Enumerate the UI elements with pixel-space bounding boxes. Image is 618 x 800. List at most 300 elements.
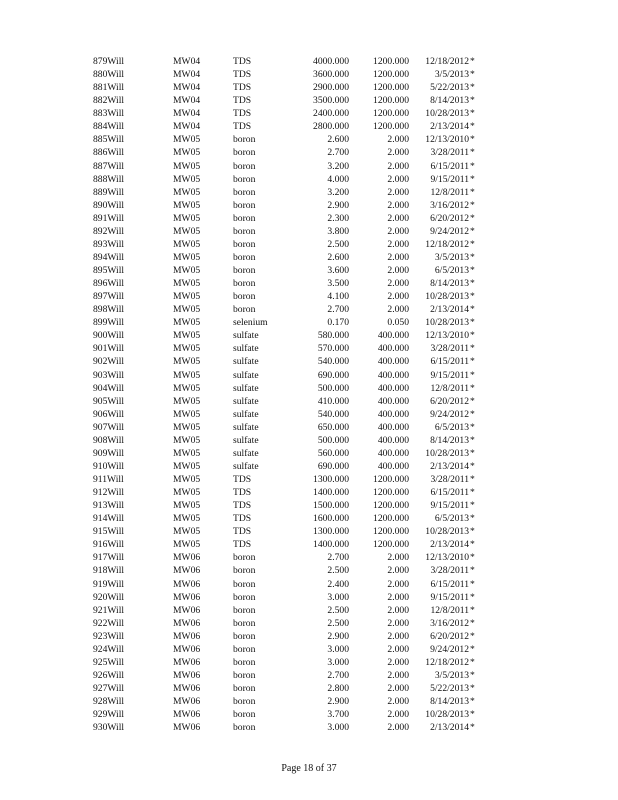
well-id: MW05: [173, 186, 201, 198]
parameter: boron: [233, 238, 256, 250]
well-id: MW04: [173, 69, 201, 81]
well-id: MW05: [173, 212, 201, 224]
standard-value: 2.000: [387, 147, 409, 159]
result-value: 2.900: [327, 199, 349, 211]
parameter: boron: [233, 304, 256, 316]
sample-date: 6/20/2012: [430, 630, 469, 642]
row-id: 928Will: [93, 696, 125, 708]
table-row: [0, 564, 618, 577]
row-id: 903Will: [93, 369, 125, 381]
result-value: 2.500: [327, 565, 349, 577]
sample-date: 3/28/2011: [430, 147, 469, 159]
table-row: [0, 682, 618, 695]
standard-value: 2.000: [387, 186, 409, 198]
row-id: 887Will: [93, 160, 125, 172]
exceedance-flag: *: [470, 265, 475, 276]
parameter: boron: [233, 656, 256, 668]
exceedance-flag: *: [470, 696, 475, 708]
parameter: boron: [233, 578, 256, 590]
result-value: 1600.000: [313, 513, 349, 525]
parameter: sulfate: [233, 421, 259, 433]
row-id: 899Will: [93, 317, 125, 329]
parameter: sulfate: [233, 369, 259, 381]
standard-value: 2.000: [387, 669, 409, 681]
row-id: 926Will: [93, 669, 125, 681]
standard-value: 2.000: [387, 578, 409, 590]
sample-date: 12/8/2011: [430, 186, 469, 198]
table-row: [0, 604, 618, 617]
well-id: MW05: [173, 500, 201, 512]
table-row: [0, 329, 618, 342]
row-id: 915Will: [93, 526, 125, 538]
sample-date: 12/8/2011: [430, 382, 469, 394]
table-row: [0, 264, 618, 277]
table-row: [0, 316, 618, 329]
exceedance-flag: *: [470, 278, 475, 290]
result-value: 2.900: [327, 630, 349, 642]
table-row: [0, 617, 618, 630]
sample-date: 9/15/2011: [430, 591, 469, 603]
parameter: sulfate: [233, 356, 259, 368]
parameter: TDS: [233, 500, 252, 512]
table-row: [0, 355, 618, 368]
result-value: 410.000: [317, 395, 349, 407]
exceedance-flag: *: [470, 591, 475, 603]
sample-date: 6/15/2011: [430, 356, 469, 368]
row-id: 910Will: [93, 460, 125, 472]
standard-value: 1200.000: [373, 56, 409, 67]
standard-value: 1200.000: [373, 526, 409, 538]
parameter: boron: [233, 173, 256, 185]
exceedance-flag: *: [470, 330, 475, 342]
exceedance-flag: *: [470, 343, 475, 355]
result-value: 500.000: [317, 434, 349, 446]
well-id: MW06: [173, 565, 201, 577]
standard-value: 2.000: [387, 291, 409, 303]
row-id: 880Will: [93, 69, 125, 81]
exceedance-flag: *: [470, 643, 475, 655]
sample-date: 9/15/2011: [430, 173, 469, 185]
exceedance-flag: *: [470, 421, 475, 433]
parameter: boron: [233, 669, 256, 681]
parameter: boron: [233, 134, 256, 146]
table-row: [0, 107, 618, 120]
standard-value: 2.000: [387, 552, 409, 564]
sample-date: 6/15/2011: [430, 578, 469, 590]
parameter: sulfate: [233, 395, 259, 407]
parameter: TDS: [233, 95, 252, 107]
table-row: [0, 408, 618, 421]
row-id: 925Will: [93, 656, 125, 668]
standard-value: 2.000: [387, 722, 409, 734]
sample-date: 10/28/2013: [425, 447, 469, 459]
standard-value: 2.000: [387, 278, 409, 290]
parameter: boron: [233, 696, 256, 708]
result-value: 3.000: [327, 656, 349, 668]
parameter: boron: [233, 552, 256, 564]
standard-value: 2.000: [387, 173, 409, 185]
sample-date: 9/24/2012: [430, 408, 469, 420]
table-row: [0, 133, 618, 146]
exceedance-flag: *: [470, 291, 475, 303]
result-value: 2.700: [327, 669, 349, 681]
table-row: [0, 551, 618, 564]
well-id: MW06: [173, 578, 201, 590]
row-id: 918Will: [93, 565, 125, 577]
well-id: MW05: [173, 421, 201, 433]
row-id: 909Will: [93, 447, 125, 459]
sample-date: 8/14/2013: [430, 278, 469, 290]
standard-value: 2.000: [387, 683, 409, 694]
table-row: [0, 238, 618, 251]
row-id: 888Will: [93, 173, 125, 185]
result-value: 1400.000: [313, 487, 349, 499]
well-id: MW05: [173, 304, 201, 316]
well-id: MW06: [173, 696, 201, 708]
result-value: 2.900: [327, 696, 349, 708]
parameter: boron: [233, 147, 256, 159]
well-id: MW06: [173, 683, 201, 694]
parameter: sulfate: [233, 330, 259, 342]
parameter: boron: [233, 225, 256, 237]
row-id: 893Will: [93, 238, 125, 250]
row-id: 930Will: [93, 722, 125, 734]
row-id: 914Will: [93, 513, 125, 525]
standard-value: 2.000: [387, 604, 409, 616]
table-row: [0, 369, 618, 382]
exceedance-flag: *: [470, 251, 475, 263]
well-id: MW05: [173, 160, 201, 172]
result-value: 3.800: [327, 225, 349, 237]
exceedance-flag: *: [470, 630, 475, 642]
standard-value: 1200.000: [373, 539, 409, 551]
sample-date: 10/28/2013: [425, 526, 469, 538]
standard-value: 1200.000: [373, 121, 409, 133]
table-row: [0, 591, 618, 604]
well-id: MW05: [173, 291, 201, 303]
standard-value: 400.000: [377, 434, 409, 446]
row-id: 920Will: [93, 591, 125, 603]
row-id: 894Will: [93, 251, 125, 263]
row-id: 906Will: [93, 408, 125, 420]
page-number: Page 18 of 37: [281, 763, 337, 774]
well-id: MW06: [173, 630, 201, 642]
exceedance-flag: *: [470, 604, 475, 616]
row-id: 907Will: [93, 421, 125, 433]
well-id: MW06: [173, 709, 201, 721]
well-id: MW04: [173, 56, 201, 67]
result-value: 580.000: [317, 330, 349, 342]
table-row: [0, 486, 618, 499]
exceedance-flag: *: [470, 121, 475, 133]
parameter: boron: [233, 604, 256, 616]
sample-date: 3/5/2013: [434, 251, 469, 263]
row-id: 929Will: [93, 709, 125, 721]
result-value: 0.170: [327, 317, 349, 329]
exceedance-flag: *: [470, 474, 475, 485]
sample-date: 12/8/2011: [430, 604, 469, 616]
parameter: boron: [233, 212, 256, 224]
exceedance-flag: *: [470, 500, 475, 512]
result-value: 2.400: [327, 578, 349, 590]
parameter: boron: [233, 683, 256, 694]
standard-value: 2.000: [387, 265, 409, 276]
sample-date: 12/18/2012: [425, 56, 469, 67]
parameter: boron: [233, 565, 256, 577]
standard-value: 1200.000: [373, 95, 409, 107]
standard-value: 400.000: [377, 382, 409, 394]
exceedance-flag: *: [470, 408, 475, 420]
standard-value: 2.000: [387, 212, 409, 224]
sample-date: 12/13/2010: [425, 134, 469, 146]
sample-date: 9/15/2011: [430, 500, 469, 512]
standard-value: 2.000: [387, 709, 409, 721]
table-row: [0, 94, 618, 107]
result-value: 3.700: [327, 709, 349, 721]
parameter: sulfate: [233, 434, 259, 446]
parameter: sulfate: [233, 408, 259, 420]
exceedance-flag: *: [470, 212, 475, 224]
sample-date: 3/5/2013: [434, 69, 469, 81]
well-id: MW06: [173, 552, 201, 564]
exceedance-flag: *: [470, 447, 475, 459]
standard-value: 400.000: [377, 408, 409, 420]
standard-value: 2.000: [387, 238, 409, 250]
sample-date: 2/13/2014: [430, 722, 469, 734]
result-value: 690.000: [317, 460, 349, 472]
parameter: boron: [233, 630, 256, 642]
sample-date: 12/13/2010: [425, 552, 469, 564]
result-value: 2.500: [327, 604, 349, 616]
table-row: [0, 499, 618, 512]
well-id: MW05: [173, 539, 201, 551]
table-row: [0, 460, 618, 473]
standard-value: 2.000: [387, 630, 409, 642]
exceedance-flag: *: [470, 69, 475, 81]
exceedance-flag: *: [470, 356, 475, 368]
well-id: MW05: [173, 147, 201, 159]
parameter: boron: [233, 199, 256, 211]
result-value: 2400.000: [313, 108, 349, 120]
sample-date: 3/28/2011: [430, 343, 469, 355]
row-id: 885Will: [93, 134, 125, 146]
well-id: MW05: [173, 513, 201, 525]
row-id: 895Will: [93, 265, 125, 276]
sample-date: 10/28/2013: [425, 108, 469, 120]
sample-date: 6/20/2012: [430, 212, 469, 224]
row-id: 913Will: [93, 500, 125, 512]
row-id: 896Will: [93, 278, 125, 290]
parameter: TDS: [233, 539, 252, 551]
parameter: sulfate: [233, 460, 259, 472]
table-row: [0, 395, 618, 408]
exceedance-flag: *: [470, 395, 475, 407]
well-id: MW04: [173, 95, 201, 107]
sample-date: 12/18/2012: [425, 238, 469, 250]
table-row: [0, 447, 618, 460]
well-id: MW05: [173, 251, 201, 263]
sample-date: 2/13/2014: [430, 539, 469, 551]
row-id: 892Will: [93, 225, 125, 237]
exceedance-flag: *: [470, 173, 475, 185]
result-value: 2800.000: [313, 121, 349, 133]
sample-date: 3/16/2012: [430, 617, 469, 629]
parameter: TDS: [233, 513, 252, 525]
standard-value: 400.000: [377, 369, 409, 381]
sample-date: 6/5/2013: [434, 513, 469, 525]
row-id: 904Will: [93, 382, 125, 394]
well-id: MW05: [173, 317, 201, 329]
table-row: [0, 303, 618, 316]
sample-date: 2/13/2014: [430, 304, 469, 316]
parameter: TDS: [233, 474, 252, 485]
table-row: [0, 421, 618, 434]
table-row: [0, 656, 618, 669]
table-row: [0, 525, 618, 538]
table-row: [0, 512, 618, 525]
standard-value: 400.000: [377, 395, 409, 407]
parameter: TDS: [233, 487, 252, 499]
row-id: 917Will: [93, 552, 125, 564]
sample-date: 9/24/2012: [430, 225, 469, 237]
table-row: [0, 643, 618, 656]
table-row: [0, 290, 618, 303]
exceedance-flag: *: [470, 552, 475, 564]
standard-value: 2.000: [387, 643, 409, 655]
sample-date: 10/28/2013: [425, 709, 469, 721]
well-id: MW05: [173, 369, 201, 381]
well-id: MW05: [173, 447, 201, 459]
well-id: MW05: [173, 225, 201, 237]
standard-value: 1200.000: [373, 82, 409, 94]
parameter: TDS: [233, 69, 252, 81]
result-value: 3.200: [327, 160, 349, 172]
table-row: [0, 160, 618, 173]
well-id: MW05: [173, 134, 201, 146]
exceedance-flag: *: [470, 56, 475, 67]
exceedance-flag: *: [470, 709, 475, 721]
well-id: MW05: [173, 434, 201, 446]
exceedance-flag: *: [470, 539, 475, 551]
row-id: 891Will: [93, 212, 125, 224]
well-id: MW04: [173, 108, 201, 120]
row-id: 912Will: [93, 487, 125, 499]
standard-value: 2.000: [387, 617, 409, 629]
exceedance-flag: *: [470, 82, 475, 94]
result-value: 2.800: [327, 683, 349, 694]
standard-value: 400.000: [377, 447, 409, 459]
parameter: sulfate: [233, 343, 259, 355]
table-row: [0, 538, 618, 551]
table-row: [0, 669, 618, 682]
standard-value: 2.000: [387, 251, 409, 263]
row-id: 908Will: [93, 434, 125, 446]
row-id: 883Will: [93, 108, 125, 120]
sample-date: 5/22/2013: [430, 683, 469, 694]
well-id: MW05: [173, 395, 201, 407]
row-id: 889Will: [93, 186, 125, 198]
table-row: [0, 212, 618, 225]
exceedance-flag: *: [470, 160, 475, 172]
result-value: 690.000: [317, 369, 349, 381]
well-id: MW05: [173, 356, 201, 368]
result-value: 3.200: [327, 186, 349, 198]
parameter: boron: [233, 265, 256, 276]
table-row: [0, 186, 618, 199]
row-id: 898Will: [93, 304, 125, 316]
sample-date: 12/18/2012: [425, 656, 469, 668]
standard-value: 2.000: [387, 160, 409, 172]
table-row: [0, 382, 618, 395]
parameter: boron: [233, 617, 256, 629]
exceedance-flag: *: [470, 147, 475, 159]
standard-value: 400.000: [377, 330, 409, 342]
sample-date: 8/14/2013: [430, 95, 469, 107]
exceedance-flag: *: [470, 578, 475, 590]
parameter: TDS: [233, 108, 252, 120]
row-id: 923Will: [93, 630, 125, 642]
result-value: 2.300: [327, 212, 349, 224]
exceedance-flag: *: [470, 683, 475, 694]
row-id: 916Will: [93, 539, 125, 551]
result-value: 540.000: [317, 408, 349, 420]
result-value: 4000.000: [313, 56, 349, 67]
table-row: [0, 721, 618, 734]
well-id: MW05: [173, 173, 201, 185]
result-value: 2.700: [327, 147, 349, 159]
table-row: [0, 173, 618, 186]
standard-value: 2.000: [387, 591, 409, 603]
parameter: TDS: [233, 82, 252, 94]
well-id: MW04: [173, 121, 201, 133]
parameter: boron: [233, 591, 256, 603]
exceedance-flag: *: [470, 617, 475, 629]
exceedance-flag: *: [470, 108, 475, 120]
sample-date: 10/28/2013: [425, 317, 469, 329]
well-id: MW06: [173, 669, 201, 681]
exceedance-flag: *: [470, 434, 475, 446]
row-id: 902Will: [93, 356, 125, 368]
row-id: 884Will: [93, 121, 125, 133]
standard-value: 400.000: [377, 343, 409, 355]
parameter: TDS: [233, 56, 252, 67]
table-row: [0, 68, 618, 81]
well-id: MW05: [173, 408, 201, 420]
standard-value: 2.000: [387, 134, 409, 146]
exceedance-flag: *: [470, 199, 475, 211]
table-row: [0, 55, 618, 68]
table-row: [0, 81, 618, 94]
standard-value: 1200.000: [373, 500, 409, 512]
well-id: MW05: [173, 474, 201, 485]
sample-date: 6/15/2011: [430, 487, 469, 499]
result-value: 650.000: [317, 421, 349, 433]
result-value: 3.500: [327, 278, 349, 290]
exceedance-flag: *: [470, 656, 475, 668]
standard-value: 400.000: [377, 460, 409, 472]
exceedance-flag: *: [470, 487, 475, 499]
sample-date: 9/24/2012: [430, 643, 469, 655]
exceedance-flag: *: [470, 460, 475, 472]
well-id: MW05: [173, 238, 201, 250]
standard-value: 400.000: [377, 421, 409, 433]
result-value: 3500.000: [313, 95, 349, 107]
well-id: MW06: [173, 591, 201, 603]
well-id: MW06: [173, 604, 201, 616]
well-id: MW05: [173, 487, 201, 499]
table-row: [0, 225, 618, 238]
exceedance-flag: *: [470, 369, 475, 381]
